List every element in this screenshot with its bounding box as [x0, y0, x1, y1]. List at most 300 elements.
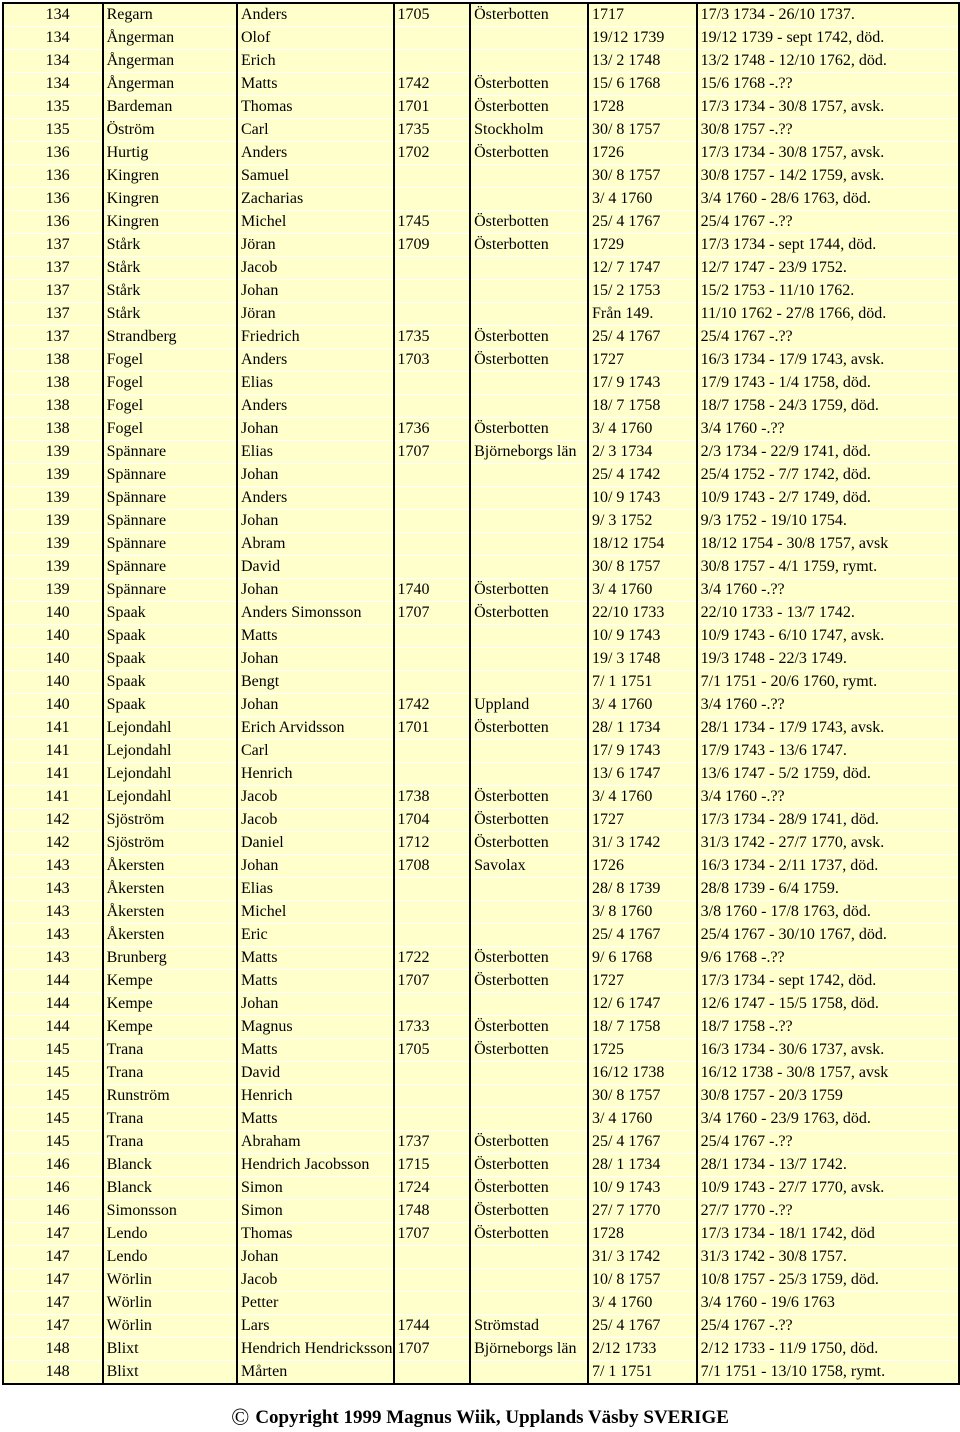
enlistment-cell: 18/12 1754	[588, 533, 697, 556]
birth-year-cell: 1745	[394, 211, 471, 234]
origin-cell: Österbotten	[470, 809, 588, 832]
number-cell: 139	[3, 487, 103, 510]
origin-cell	[470, 924, 588, 947]
given-name-cell: Anders	[237, 349, 394, 372]
origin-cell: Österbotten	[470, 3, 588, 27]
table-row	[3, 1085, 959, 1108]
table-row	[3, 1177, 959, 1200]
given-name-cell: Matts	[237, 1039, 394, 1062]
given-name-cell: Matts	[237, 947, 394, 970]
given-name-cell: Thomas	[237, 1223, 394, 1246]
table-row	[3, 1223, 959, 1246]
origin-cell: Österbotten	[470, 326, 588, 349]
service-period-cell: 25/4 1767 -.??	[697, 326, 959, 349]
service-period-cell: 3/4 1760 - 23/9 1763, död.	[697, 1108, 959, 1131]
enlistment-cell: 3/ 8 1760	[588, 901, 697, 924]
number-cell: 146	[3, 1154, 103, 1177]
origin-cell	[470, 510, 588, 533]
birth-year-cell	[394, 625, 471, 648]
service-period-cell: 17/3 1734 - 30/8 1757, avsk.	[697, 96, 959, 119]
service-period-cell: 28/8 1739 - 6/4 1759.	[697, 878, 959, 901]
origin-cell	[470, 27, 588, 50]
table-row	[3, 832, 959, 855]
service-period-cell: 3/4 1760 -.??	[697, 579, 959, 602]
surname-cell: Fogel	[103, 418, 237, 441]
service-period-cell: 27/7 1770 -.??	[697, 1200, 959, 1223]
roster-table-container	[2, 2, 960, 1385]
birth-year-cell	[394, 1361, 471, 1385]
enlistment-cell: 2/12 1733	[588, 1338, 697, 1361]
origin-cell	[470, 1108, 588, 1131]
table-row	[3, 142, 959, 165]
table-row	[3, 73, 959, 96]
table-row	[3, 119, 959, 142]
origin-cell	[470, 372, 588, 395]
number-cell: 145	[3, 1131, 103, 1154]
number-cell: 143	[3, 855, 103, 878]
surname-cell: Lejondahl	[103, 717, 237, 740]
table-row	[3, 1338, 959, 1361]
surname-cell: Bardeman	[103, 96, 237, 119]
birth-year-cell	[394, 1246, 471, 1269]
enlistment-cell: 25/ 4 1742	[588, 464, 697, 487]
service-period-cell: 18/12 1754 - 30/8 1757, avsk	[697, 533, 959, 556]
surname-cell: Kingren	[103, 188, 237, 211]
origin-cell	[470, 993, 588, 1016]
given-name-cell: Johan	[237, 648, 394, 671]
enlistment-cell: 19/12 1739	[588, 27, 697, 50]
enlistment-cell: 1728	[588, 1223, 697, 1246]
given-name-cell: Hendrich Hendricksson	[237, 1338, 394, 1361]
birth-year-cell: 1705	[394, 1039, 471, 1062]
surname-cell: Spännare	[103, 487, 237, 510]
surname-cell: Wörlin	[103, 1269, 237, 1292]
surname-cell: Spaak	[103, 625, 237, 648]
service-period-cell: 13/2 1748 - 12/10 1762, död.	[697, 50, 959, 73]
birth-year-cell: 1733	[394, 1016, 471, 1039]
number-cell: 141	[3, 717, 103, 740]
enlistment-cell: 10/ 9 1743	[588, 487, 697, 510]
service-period-cell: 3/4 1760 - 28/6 1763, död.	[697, 188, 959, 211]
service-period-cell: 18/7 1758 -.??	[697, 1016, 959, 1039]
origin-cell	[470, 1292, 588, 1315]
enlistment-cell: 12/ 7 1747	[588, 257, 697, 280]
given-name-cell: Simon	[237, 1200, 394, 1223]
service-period-cell: 15/6 1768 -.??	[697, 73, 959, 96]
surname-cell: Brunberg	[103, 947, 237, 970]
service-period-cell: 30/8 1757 - 4/1 1759, rymt.	[697, 556, 959, 579]
service-period-cell: 10/9 1743 - 27/7 1770, avsk.	[697, 1177, 959, 1200]
table-row	[3, 878, 959, 901]
origin-cell: Österbotten	[470, 832, 588, 855]
given-name-cell: Johan	[237, 510, 394, 533]
service-period-cell: 15/2 1753 - 11/10 1762.	[697, 280, 959, 303]
given-name-cell: Michel	[237, 211, 394, 234]
table-row	[3, 510, 959, 533]
table-row	[3, 3, 959, 27]
surname-cell: Spaak	[103, 694, 237, 717]
given-name-cell: Carl	[237, 740, 394, 763]
birth-year-cell: 1748	[394, 1200, 471, 1223]
table-row	[3, 947, 959, 970]
table-row	[3, 556, 959, 579]
table-row	[3, 326, 959, 349]
table-row	[3, 50, 959, 73]
number-cell: 135	[3, 119, 103, 142]
service-period-cell: 12/6 1747 - 15/5 1758, död.	[697, 993, 959, 1016]
given-name-cell: Zacharias	[237, 188, 394, 211]
enlistment-cell: 3/ 4 1760	[588, 1108, 697, 1131]
birth-year-cell: 1724	[394, 1177, 471, 1200]
enlistment-cell: 15/ 6 1768	[588, 73, 697, 96]
service-period-cell: 2/12 1733 - 11/9 1750, död.	[697, 1338, 959, 1361]
service-period-cell: 28/1 1734 - 13/7 1742.	[697, 1154, 959, 1177]
service-period-cell: 17/9 1743 - 1/4 1758, död.	[697, 372, 959, 395]
birth-year-cell	[394, 188, 471, 211]
enlistment-cell: Från 149.	[588, 303, 697, 326]
origin-cell	[470, 1246, 588, 1269]
birth-year-cell	[394, 878, 471, 901]
surname-cell: Regarn	[103, 3, 237, 27]
service-period-cell: 28/1 1734 - 17/9 1743, avsk.	[697, 717, 959, 740]
service-period-cell: 7/1 1751 - 20/6 1760, rymt.	[697, 671, 959, 694]
given-name-cell: Anders Simonsson	[237, 602, 394, 625]
surname-cell: Spännare	[103, 441, 237, 464]
birth-year-cell	[394, 740, 471, 763]
surname-cell: Stårk	[103, 234, 237, 257]
origin-cell: Österbotten	[470, 786, 588, 809]
number-cell: 143	[3, 901, 103, 924]
table-row	[3, 234, 959, 257]
origin-cell: Österbotten	[470, 234, 588, 257]
number-cell: 136	[3, 211, 103, 234]
given-name-cell: Johan	[237, 579, 394, 602]
given-name-cell: Petter	[237, 1292, 394, 1315]
enlistment-cell: 18/ 7 1758	[588, 1016, 697, 1039]
table-row	[3, 809, 959, 832]
table-row	[3, 602, 959, 625]
given-name-cell: Elias	[237, 441, 394, 464]
given-name-cell: Elias	[237, 372, 394, 395]
birth-year-cell	[394, 280, 471, 303]
birth-year-cell	[394, 27, 471, 50]
surname-cell: Stårk	[103, 280, 237, 303]
birth-year-cell: 1715	[394, 1154, 471, 1177]
birth-year-cell: 1708	[394, 855, 471, 878]
given-name-cell: Henrich	[237, 763, 394, 786]
surname-cell: Blanck	[103, 1177, 237, 1200]
surname-cell: Spännare	[103, 579, 237, 602]
given-name-cell: Magnus	[237, 1016, 394, 1039]
number-cell: 147	[3, 1269, 103, 1292]
number-cell: 143	[3, 947, 103, 970]
table-row	[3, 694, 959, 717]
enlistment-cell: 19/ 3 1748	[588, 648, 697, 671]
birth-year-cell	[394, 1085, 471, 1108]
origin-cell: Österbotten	[470, 717, 588, 740]
origin-cell: Österbotten	[470, 142, 588, 165]
number-cell: 141	[3, 763, 103, 786]
birth-year-cell	[394, 556, 471, 579]
origin-cell: Österbotten	[470, 947, 588, 970]
surname-cell: Blixt	[103, 1338, 237, 1361]
birth-year-cell	[394, 763, 471, 786]
given-name-cell: Matts	[237, 970, 394, 993]
service-period-cell: 7/1 1751 - 13/10 1758, rymt.	[697, 1361, 959, 1385]
table-row	[3, 96, 959, 119]
enlistment-cell: 27/ 7 1770	[588, 1200, 697, 1223]
given-name-cell: Johan	[237, 855, 394, 878]
birth-year-cell	[394, 648, 471, 671]
given-name-cell: David	[237, 1062, 394, 1085]
table-row	[3, 1062, 959, 1085]
number-cell: 145	[3, 1062, 103, 1085]
number-cell: 144	[3, 1016, 103, 1039]
enlistment-cell: 1727	[588, 349, 697, 372]
given-name-cell: Bengt	[237, 671, 394, 694]
number-cell: 140	[3, 602, 103, 625]
surname-cell: Kempe	[103, 970, 237, 993]
birth-year-cell: 1705	[394, 3, 471, 27]
table-row	[3, 533, 959, 556]
origin-cell: Österbotten	[470, 970, 588, 993]
service-period-cell: 10/9 1743 - 6/10 1747, avsk.	[697, 625, 959, 648]
given-name-cell: Simon	[237, 1177, 394, 1200]
origin-cell	[470, 280, 588, 303]
table-row	[3, 349, 959, 372]
birth-year-cell	[394, 395, 471, 418]
number-cell: 145	[3, 1085, 103, 1108]
birth-year-cell: 1707	[394, 1223, 471, 1246]
table-row	[3, 924, 959, 947]
birth-year-cell	[394, 1108, 471, 1131]
number-cell: 140	[3, 625, 103, 648]
table-row	[3, 1039, 959, 1062]
surname-cell: Blixt	[103, 1361, 237, 1385]
surname-cell: Lejondahl	[103, 740, 237, 763]
enlistment-cell: 3/ 4 1760	[588, 1292, 697, 1315]
surname-cell: Wörlin	[103, 1292, 237, 1315]
given-name-cell: Johan	[237, 418, 394, 441]
enlistment-cell: 1726	[588, 855, 697, 878]
surname-cell: Lendo	[103, 1246, 237, 1269]
enlistment-cell: 3/ 4 1760	[588, 694, 697, 717]
origin-cell	[470, 533, 588, 556]
number-cell: 140	[3, 694, 103, 717]
surname-cell: Lejondahl	[103, 763, 237, 786]
given-name-cell: Jacob	[237, 809, 394, 832]
table-row	[3, 671, 959, 694]
origin-cell	[470, 1269, 588, 1292]
enlistment-cell: 10/ 9 1743	[588, 1177, 697, 1200]
origin-cell: Uppland	[470, 694, 588, 717]
origin-cell: Österbotten	[470, 211, 588, 234]
number-cell: 134	[3, 3, 103, 27]
origin-cell	[470, 901, 588, 924]
service-period-cell: 25/4 1767 - 30/10 1767, död.	[697, 924, 959, 947]
given-name-cell: Johan	[237, 993, 394, 1016]
number-cell: 147	[3, 1223, 103, 1246]
table-row	[3, 303, 959, 326]
surname-cell: Simonsson	[103, 1200, 237, 1223]
origin-cell: Österbotten	[470, 1200, 588, 1223]
given-name-cell: Anders	[237, 3, 394, 27]
number-cell: 145	[3, 1108, 103, 1131]
given-name-cell: Anders	[237, 395, 394, 418]
given-name-cell: Jacob	[237, 257, 394, 280]
enlistment-cell: 10/ 8 1757	[588, 1269, 697, 1292]
given-name-cell: Thomas	[237, 96, 394, 119]
table-row	[3, 1361, 959, 1385]
surname-cell: Runström	[103, 1085, 237, 1108]
birth-year-cell	[394, 50, 471, 73]
table-row	[3, 625, 959, 648]
table-row	[3, 280, 959, 303]
table-row	[3, 1154, 959, 1177]
service-period-cell: 11/10 1762 - 27/8 1766, död.	[697, 303, 959, 326]
surname-cell: Trana	[103, 1108, 237, 1131]
origin-cell	[470, 1062, 588, 1085]
service-period-cell: 31/3 1742 - 27/7 1770, avsk.	[697, 832, 959, 855]
origin-cell	[470, 50, 588, 73]
birth-year-cell: 1742	[394, 73, 471, 96]
given-name-cell: Hendrich Jacobsson	[237, 1154, 394, 1177]
table-row	[3, 1200, 959, 1223]
given-name-cell: Erich Arvidsson	[237, 717, 394, 740]
number-cell: 140	[3, 648, 103, 671]
given-name-cell: Lars	[237, 1315, 394, 1338]
given-name-cell: Daniel	[237, 832, 394, 855]
surname-cell: Sjöström	[103, 809, 237, 832]
given-name-cell: Johan	[237, 464, 394, 487]
service-period-cell: 19/3 1748 - 22/3 1749.	[697, 648, 959, 671]
table-row	[3, 763, 959, 786]
number-cell: 143	[3, 878, 103, 901]
birth-year-cell: 1709	[394, 234, 471, 257]
surname-cell: Åkersten	[103, 855, 237, 878]
enlistment-cell: 30/ 8 1757	[588, 119, 697, 142]
enlistment-cell: 16/12 1738	[588, 1062, 697, 1085]
surname-cell: Fogel	[103, 395, 237, 418]
surname-cell: Trana	[103, 1131, 237, 1154]
origin-cell: Savolax	[470, 855, 588, 878]
given-name-cell: Matts	[237, 73, 394, 96]
origin-cell	[470, 188, 588, 211]
service-period-cell: 16/3 1734 - 2/11 1737, död.	[697, 855, 959, 878]
number-cell: 138	[3, 395, 103, 418]
enlistment-cell: 31/ 3 1742	[588, 832, 697, 855]
given-name-cell: Johan	[237, 1246, 394, 1269]
birth-year-cell	[394, 993, 471, 1016]
table-row	[3, 786, 959, 809]
given-name-cell: Elias	[237, 878, 394, 901]
given-name-cell: Jacob	[237, 1269, 394, 1292]
table-row	[3, 441, 959, 464]
enlistment-cell: 25/ 4 1767	[588, 1315, 697, 1338]
number-cell: 141	[3, 786, 103, 809]
enlistment-cell: 1728	[588, 96, 697, 119]
enlistment-cell: 1725	[588, 1039, 697, 1062]
enlistment-cell: 13/ 2 1748	[588, 50, 697, 73]
birth-year-cell: 1704	[394, 809, 471, 832]
service-period-cell: 10/8 1757 - 25/3 1759, död.	[697, 1269, 959, 1292]
table-row	[3, 717, 959, 740]
origin-cell: Österbotten	[470, 1154, 588, 1177]
surname-cell: Åkersten	[103, 901, 237, 924]
birth-year-cell	[394, 165, 471, 188]
service-period-cell: 18/7 1758 - 24/3 1759, död.	[697, 395, 959, 418]
origin-cell: Österbotten	[470, 96, 588, 119]
number-cell: 141	[3, 740, 103, 763]
table-row	[3, 855, 959, 878]
number-cell: 138	[3, 372, 103, 395]
number-cell: 137	[3, 257, 103, 280]
enlistment-cell: 12/ 6 1747	[588, 993, 697, 1016]
enlistment-cell: 25/ 4 1767	[588, 326, 697, 349]
service-period-cell: 17/3 1734 - 30/8 1757, avsk.	[697, 142, 959, 165]
birth-year-cell	[394, 671, 471, 694]
service-period-cell: 16/3 1734 - 17/9 1743, avsk.	[697, 349, 959, 372]
service-period-cell: 17/3 1734 - 18/1 1742, död	[697, 1223, 959, 1246]
service-period-cell: 30/8 1757 - 20/3 1759	[697, 1085, 959, 1108]
origin-cell	[470, 165, 588, 188]
service-period-cell: 30/8 1757 - 14/2 1759, avsk.	[697, 165, 959, 188]
surname-cell: Sjöström	[103, 832, 237, 855]
table-row	[3, 901, 959, 924]
service-period-cell: 2/3 1734 - 22/9 1741, död.	[697, 441, 959, 464]
enlistment-cell: 30/ 8 1757	[588, 165, 697, 188]
enlistment-cell: 28/ 8 1739	[588, 878, 697, 901]
surname-cell: Stårk	[103, 257, 237, 280]
service-period-cell: 17/3 1734 - 26/10 1737.	[697, 3, 959, 27]
surname-cell: Fogel	[103, 372, 237, 395]
number-cell: 148	[3, 1338, 103, 1361]
birth-year-cell: 1707	[394, 970, 471, 993]
birth-year-cell	[394, 510, 471, 533]
number-cell: 136	[3, 188, 103, 211]
birth-year-cell: 1735	[394, 119, 471, 142]
enlistment-cell: 7/ 1 1751	[588, 1361, 697, 1385]
number-cell: 146	[3, 1177, 103, 1200]
given-name-cell: Abraham	[237, 1131, 394, 1154]
origin-cell	[470, 395, 588, 418]
origin-cell	[470, 464, 588, 487]
table-row	[3, 464, 959, 487]
table-row	[3, 579, 959, 602]
origin-cell: Österbotten	[470, 349, 588, 372]
birth-year-cell: 1702	[394, 142, 471, 165]
birth-year-cell	[394, 1062, 471, 1085]
birth-year-cell: 1707	[394, 602, 471, 625]
enlistment-cell: 9/ 3 1752	[588, 510, 697, 533]
table-row	[3, 1269, 959, 1292]
birth-year-cell	[394, 303, 471, 326]
enlistment-cell: 31/ 3 1742	[588, 1246, 697, 1269]
table-row	[3, 1315, 959, 1338]
origin-cell: Strömstad	[470, 1315, 588, 1338]
origin-cell	[470, 763, 588, 786]
origin-cell	[470, 257, 588, 280]
surname-cell: Ångerman	[103, 73, 237, 96]
number-cell: 139	[3, 533, 103, 556]
birth-year-cell: 1744	[394, 1315, 471, 1338]
given-name-cell: Jöran	[237, 234, 394, 257]
number-cell: 134	[3, 73, 103, 96]
enlistment-cell: 17/ 9 1743	[588, 372, 697, 395]
service-period-cell: 31/3 1742 - 30/8 1757.	[697, 1246, 959, 1269]
number-cell: 145	[3, 1039, 103, 1062]
table-row	[3, 1246, 959, 1269]
